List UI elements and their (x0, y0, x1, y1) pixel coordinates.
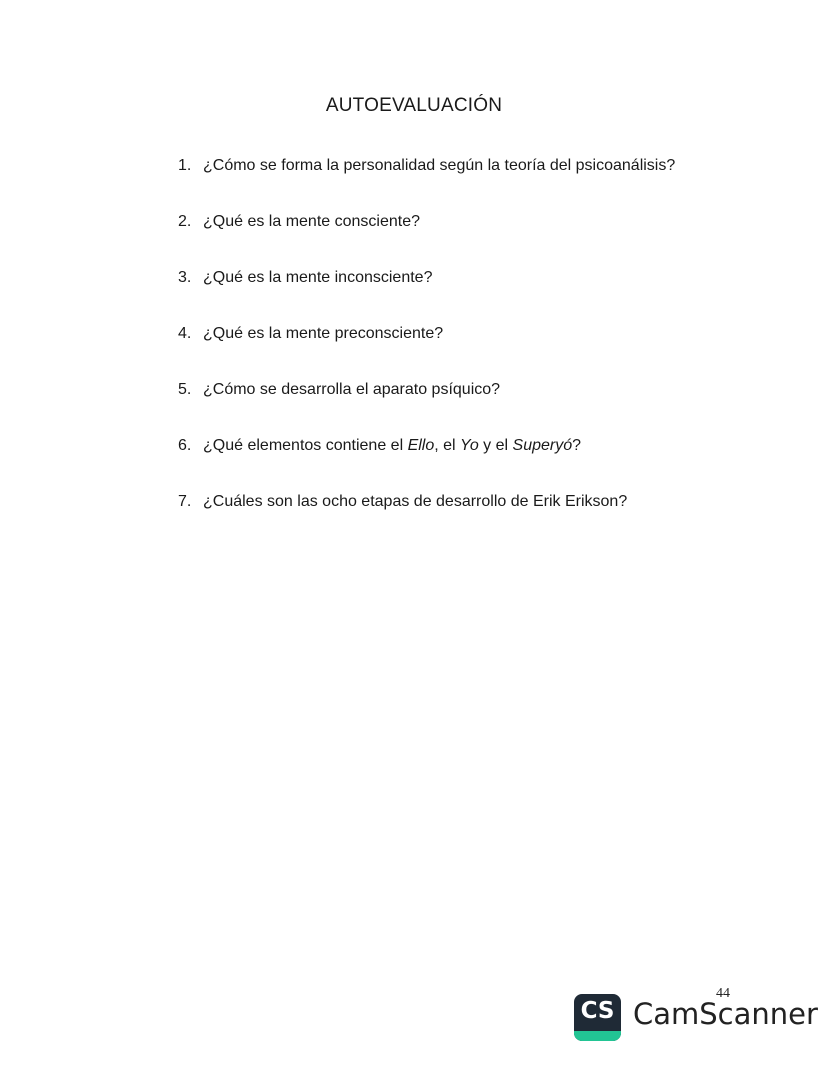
question-7 (178, 493, 627, 511)
question-5 (178, 381, 500, 399)
question-number: 2. (178, 213, 192, 230)
term-ello: Ello (407, 437, 435, 454)
camscanner-logo-icon (574, 994, 621, 1041)
question-2 (178, 213, 420, 231)
question-number: 7. (178, 493, 192, 510)
question-text: y el (478, 437, 513, 454)
question-text: ? (572, 437, 582, 454)
question-number: 1. (178, 157, 192, 174)
question-text: ¿Qué es la mente preconsciente? (203, 325, 444, 342)
question-text: , el (434, 437, 461, 454)
question-text: ¿Qué es la mente inconsciente? (203, 269, 433, 286)
page-title: AUTOEVALUACIÓN (325, 95, 503, 116)
page-number: 44 (716, 986, 730, 1001)
question-1 (178, 157, 675, 175)
watermark-brand: CamScanner (633, 997, 818, 1031)
question-number: 5. (178, 381, 192, 398)
logo-text: CS (580, 998, 615, 1024)
question-text: ¿Qué elementos contiene el (203, 437, 408, 454)
question-number: 4. (178, 325, 192, 342)
question-text: ¿Qué es la mente consciente? (203, 213, 421, 230)
question-text: ¿Cuáles son las ocho etapas de desarrollo de Erik Erikson? (203, 493, 628, 510)
question-text: ¿Cómo se forma la personalidad según la teoría del psicoanálisis? (203, 157, 676, 174)
question-4 (178, 325, 443, 343)
question-6 (178, 437, 581, 455)
question-number: 3. (178, 269, 192, 286)
question-3 (178, 269, 432, 287)
term-superyo: Superyó (512, 437, 573, 454)
term-yo: Yo (460, 437, 479, 454)
question-text: ¿Cómo se desarrolla el aparato psíquico? (203, 381, 501, 398)
logo-accent-bar (574, 1031, 621, 1041)
question-number: 6. (178, 437, 192, 454)
